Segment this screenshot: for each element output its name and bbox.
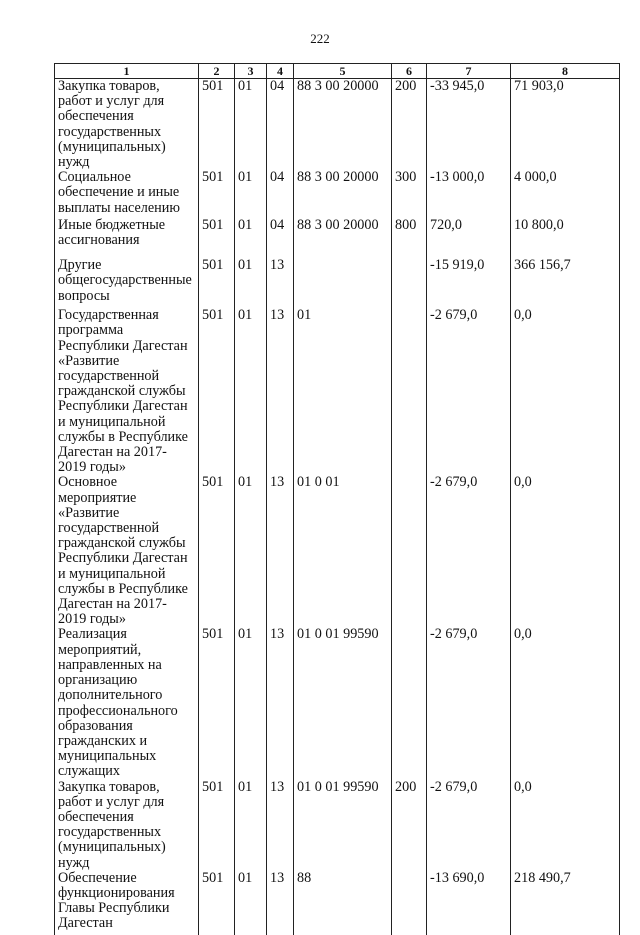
column-header: 6 [392,64,427,79]
section-code: 01 [235,871,267,935]
ministry-code: 501 [199,475,235,627]
item-name: Реализация мероприятий, направленных на организацию дополнительного профессионального образования гражданских и муниципальных служащих [55,627,199,779]
expense-type-code [392,627,427,779]
item-name: Закупка товаров, работ и услуг для обеспечения государственных (муниципальных) нужд [55,79,199,171]
expense-type-code [392,871,427,935]
subsection-code: 13 [267,258,294,308]
change-amount: 720,0 [427,218,511,258]
table-row [55,218,620,258]
change-amount: -2 679,0 [427,308,511,475]
total-amount: 366 156,7 [511,258,620,308]
target-article-code [294,258,392,308]
subsection-code: 13 [267,475,294,627]
column-header: 1 [55,64,199,79]
table-row [55,627,620,779]
subsection-code: 13 [267,871,294,935]
change-amount: -33 945,0 [427,79,511,171]
column-header: 8 [511,64,620,79]
target-article-code: 88 3 00 20000 [294,218,392,258]
change-amount: -2 679,0 [427,627,511,779]
target-article-code: 88 3 00 20000 [294,79,392,171]
ministry-code: 501 [199,627,235,779]
section-code: 01 [235,79,267,171]
table-row [55,871,620,935]
item-name: Обеспечение функционирования Главы Республики Дагестан [55,871,199,935]
target-article-code: 88 3 00 20000 [294,170,392,218]
total-amount: 4 000,0 [511,170,620,218]
expense-type-code: 200 [392,780,427,871]
expense-type-code [392,258,427,308]
subsection-code: 13 [267,627,294,779]
section-code: 01 [235,475,267,627]
expense-type-code [392,475,427,627]
subsection-code: 04 [267,79,294,171]
section-code: 01 [235,780,267,871]
expense-type-code: 200 [392,79,427,171]
column-header: 2 [199,64,235,79]
budget-table [54,63,620,935]
target-article-code: 01 0 01 [294,475,392,627]
change-amount: -2 679,0 [427,780,511,871]
section-code: 01 [235,258,267,308]
column-header: 3 [235,64,267,79]
target-article-code: 88 [294,871,392,935]
total-amount: 218 490,7 [511,871,620,935]
change-amount: -13 690,0 [427,871,511,935]
expense-type-code [392,308,427,475]
ministry-code: 501 [199,79,235,171]
change-amount: -15 919,0 [427,258,511,308]
item-name: Закупка товаров, работ и услуг для обеспечения государственных (муниципальных) нужд [55,780,199,871]
column-header: 4 [267,64,294,79]
item-name: Социальное обеспечение и иные выплаты населению [55,170,199,218]
column-header: 7 [427,64,511,79]
subsection-code: 04 [267,170,294,218]
ministry-code: 501 [199,258,235,308]
target-article-code: 01 [294,308,392,475]
ministry-code: 501 [199,308,235,475]
table-row [55,258,620,308]
expense-type-code: 300 [392,170,427,218]
page-number: 222 [310,31,330,46]
total-amount: 0,0 [511,475,620,627]
total-amount: 0,0 [511,780,620,871]
target-article-code: 01 0 01 99590 [294,627,392,779]
change-amount: -13 000,0 [427,170,511,218]
ministry-code: 501 [199,871,235,935]
table-row [55,780,620,871]
total-amount: 0,0 [511,627,620,779]
subsection-code: 13 [267,780,294,871]
column-header: 5 [294,64,392,79]
subsection-code: 13 [267,308,294,475]
target-article-code: 01 0 01 99590 [294,780,392,871]
ministry-code: 501 [199,170,235,218]
expense-type-code: 800 [392,218,427,258]
change-amount: -2 679,0 [427,475,511,627]
table-row [55,475,620,627]
total-amount: 0,0 [511,308,620,475]
section-code: 01 [235,627,267,779]
table-row [55,170,620,218]
item-name: Другие общегосударственные вопросы [55,258,199,308]
item-name: Государственная программа Республики Дагестан «Развитие государственной гражданской службы Республики Дагестан и муниципальной службы в Республике Дагестан на 2017-2019 годы» [55,308,199,475]
total-amount: 71 903,0 [511,79,620,171]
ministry-code: 501 [199,218,235,258]
ministry-code: 501 [199,780,235,871]
section-code: 01 [235,308,267,475]
section-code: 01 [235,218,267,258]
subsection-code: 04 [267,218,294,258]
section-code: 01 [235,170,267,218]
header-row [55,64,620,79]
item-name: Иные бюджетные ассигнования [55,218,199,258]
total-amount: 10 800,0 [511,218,620,258]
table-row [55,79,620,171]
table-row [55,308,620,475]
item-name: Основное мероприятие «Развитие государственной гражданской службы Республики Дагестан и муниципальной службы в Республике Дагестан на 2017-2019 годы» [55,475,199,627]
